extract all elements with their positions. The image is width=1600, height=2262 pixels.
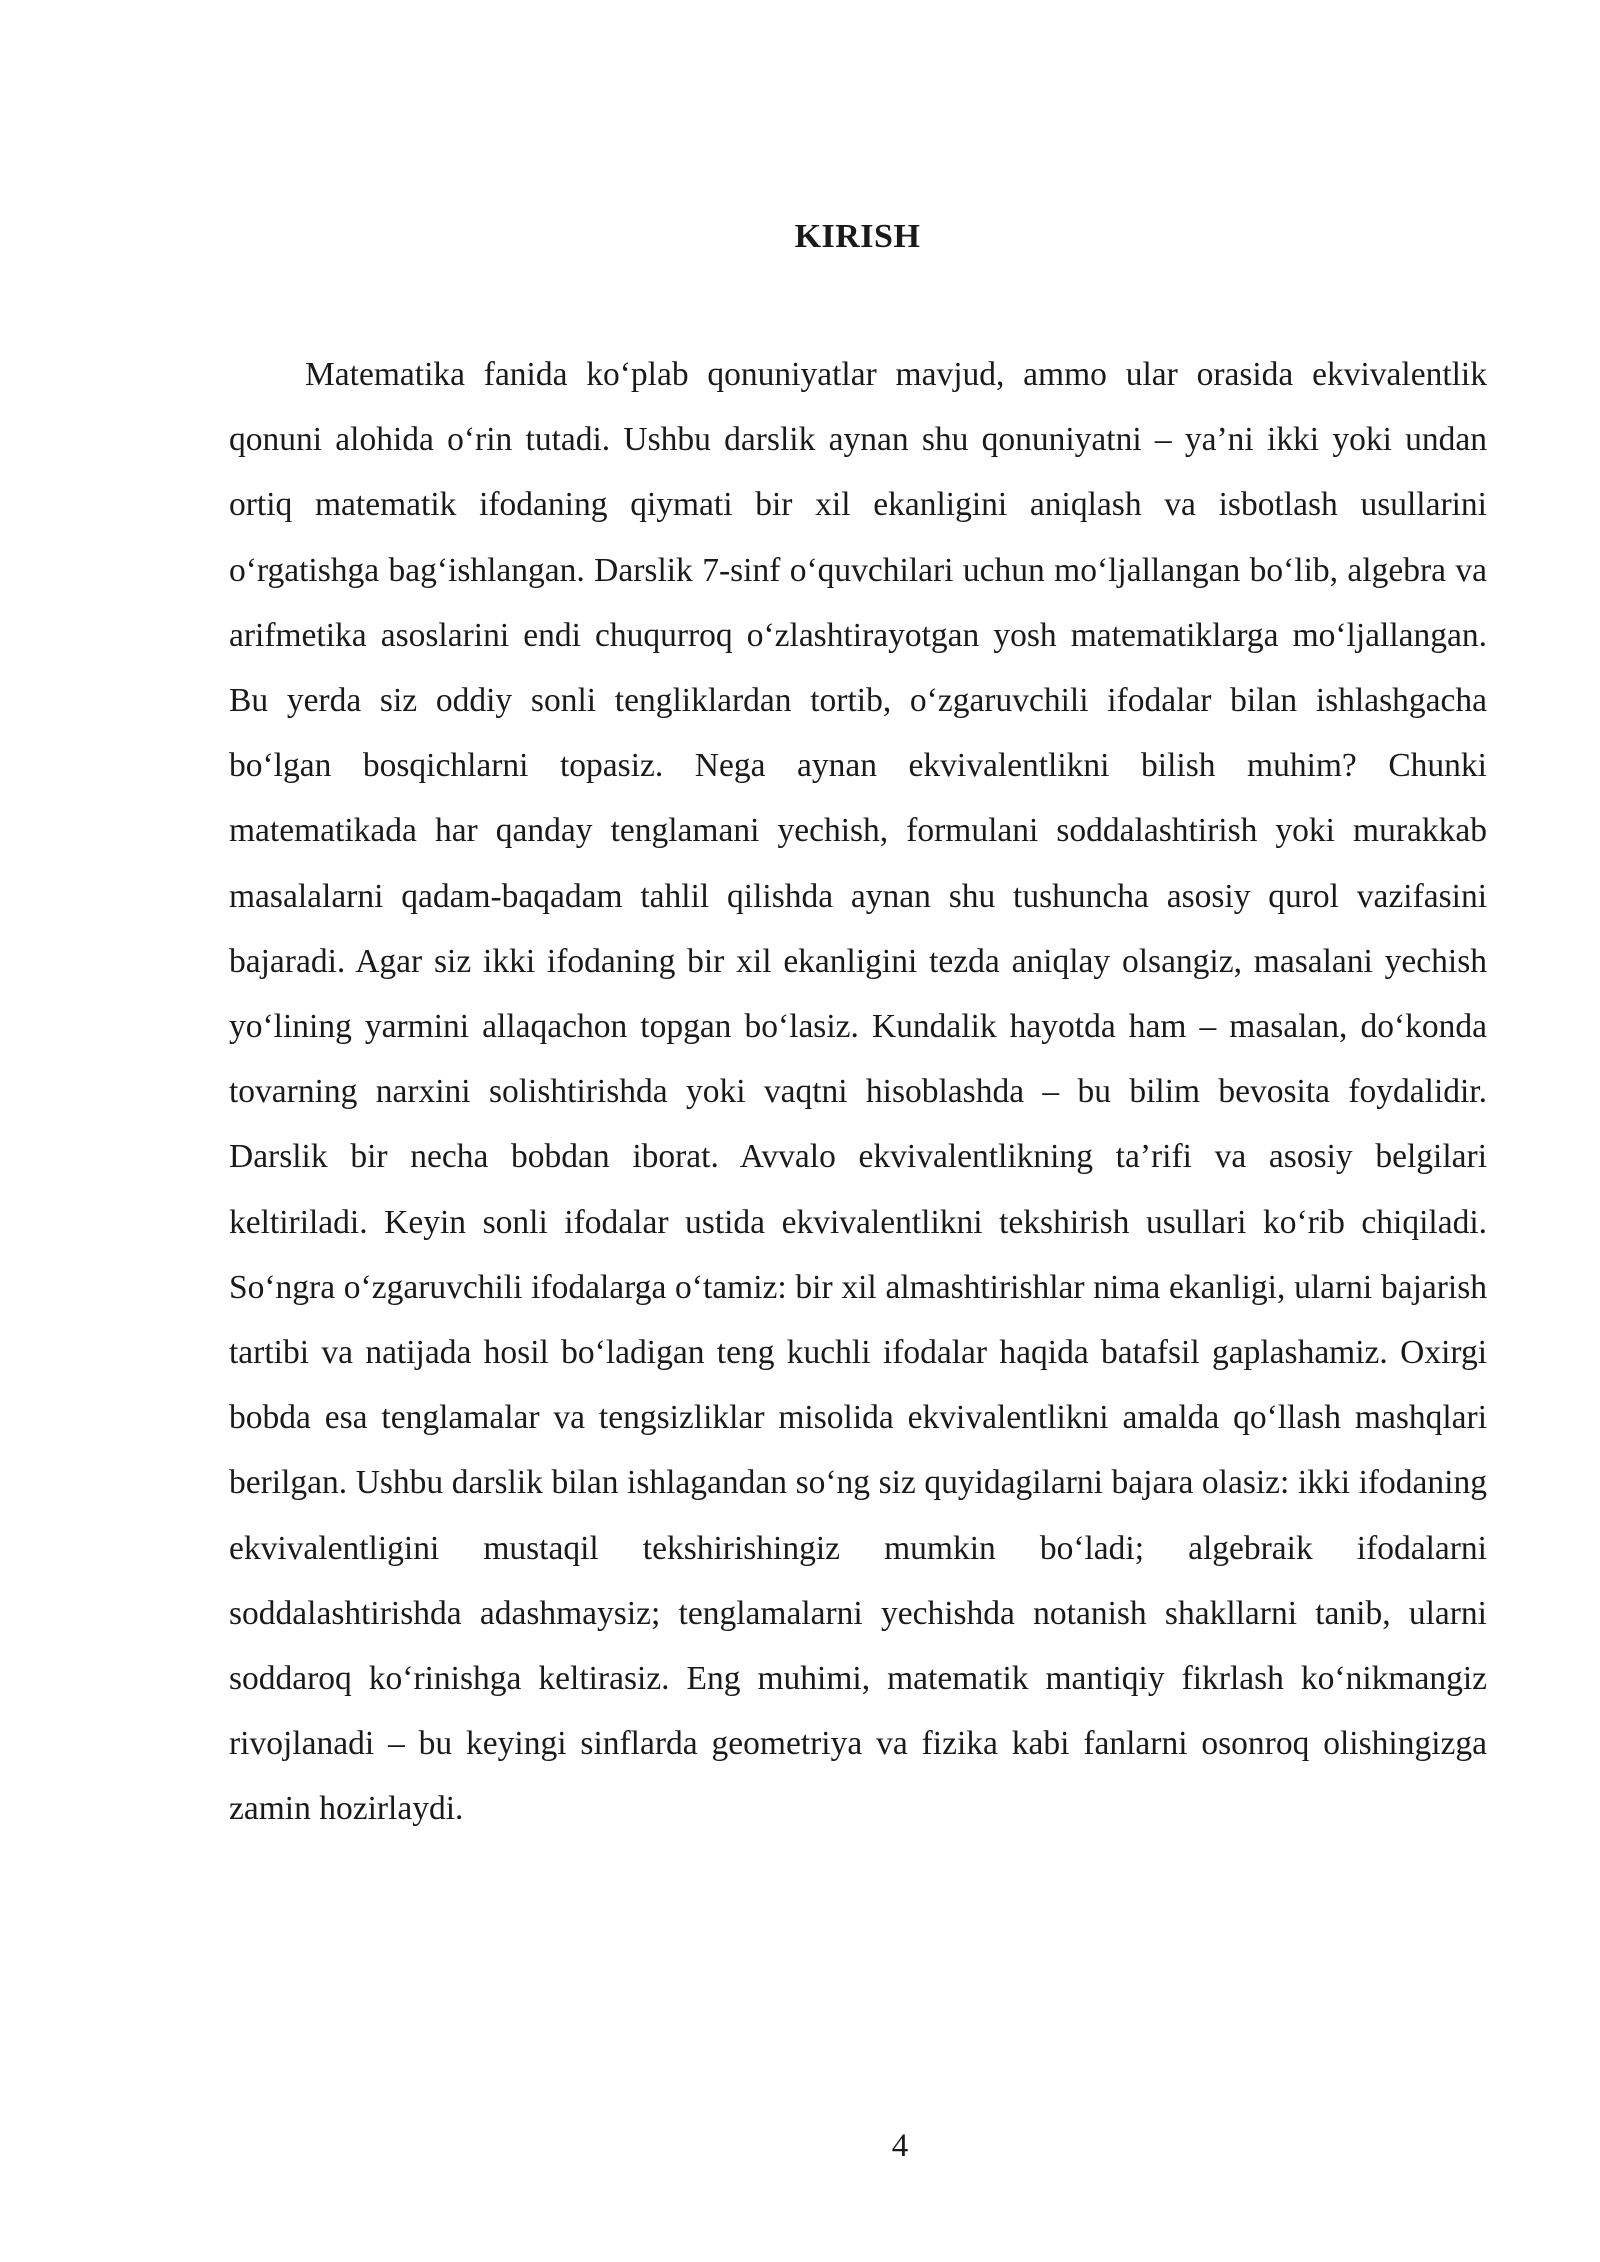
page-number: 4 bbox=[891, 2128, 909, 2164]
intro-paragraph: Matematika fanida ko‘plab qonuniyatlar mavjud, ammo ular orasida ekvivalentlik qonuni alohida o‘rin tutadi. Ushbu darslik aynan shu qonuniyatni – ya’ni ikki yoki undan ortiq matematik ifodaning qiymati bir xil ekanligini aniqlash va isbotlash usullarini o‘rgatishga bag‘ishlangan. Darslik 7-sinf o‘quvchilari uchun mo‘ljallangan bo‘lib, algebra va arifmetika asoslarini endi chuqurroq o‘zlashtirayotgan yosh matematiklarga mo‘ljallangan. Bu yerda siz oddiy sonli tengliklardan tortib, o‘zgaruvchili ifodalar bilan ishlashgacha bo‘lgan bosqichlarni topasiz. Nega aynan ekvivalentlikni bilish muhim? Chunki matematikada har qanday tenglamani yechish, formulani soddalashtirish yoki murakkab masalalarni qadam-baqadam tahlil qilishda aynan shu tushuncha asosiy qurol vazifasini bajaradi. Agar siz ikki ifodaning bir xil ekanligini tezda aniqlay olsangiz, masalani yechish yo‘lining yarmini allaqachon topgan bo‘lasiz. Kundalik hayotda ham – masalan, do‘konda tovarning narxini solishtirishda yoki vaqtni hisoblashda – bu bilim bevosita foydalidir. Darslik bir necha bobdan iborat. Avvalo ekvivalentlikning ta’rifi va asosiy belgilari keltiriladi. Keyin sonli ifodalar ustida ekvivalentlikni tekshirish usullari ko‘rib chiqiladi. So‘ngra o‘zgaruvchili ifodalarga o‘tamiz: bir xil almashtirishlar nima ekanligi, ularni bajarish tartibi va natijada hosil bo‘ladigan teng kuchli ifodalar haqida batafsil gaplashamiz. Oxirgi bobda esa tenglamalar va tengsizliklar misolida ekvivalentlikni amalda qo‘llash mashqlari berilgan. Ushbu darslik bilan ishlagandan so‘ng siz quyidagilarni bajara olasiz: ikki ifodaning ekvivalentligini mustaqil tekshirishingiz mumkin bo‘ladi; algebraik ifodalarni soddalashtirishda adashmaysiz; tenglamalarni yechishda notanish shakllarni tanib, ularni soddaroq ko‘rinishga keltirasiz. Eng muhimi, matematik mantiqiy fikrlash ko‘nikmangiz rivojlanadi – bu keyingi sinflarda geometriya va fizika kabi fanlarni osonroq olishingizga zamin hozirlaydi. bbox=[229, 356, 1487, 1828]
page-title: KIRISH bbox=[794, 218, 921, 255]
